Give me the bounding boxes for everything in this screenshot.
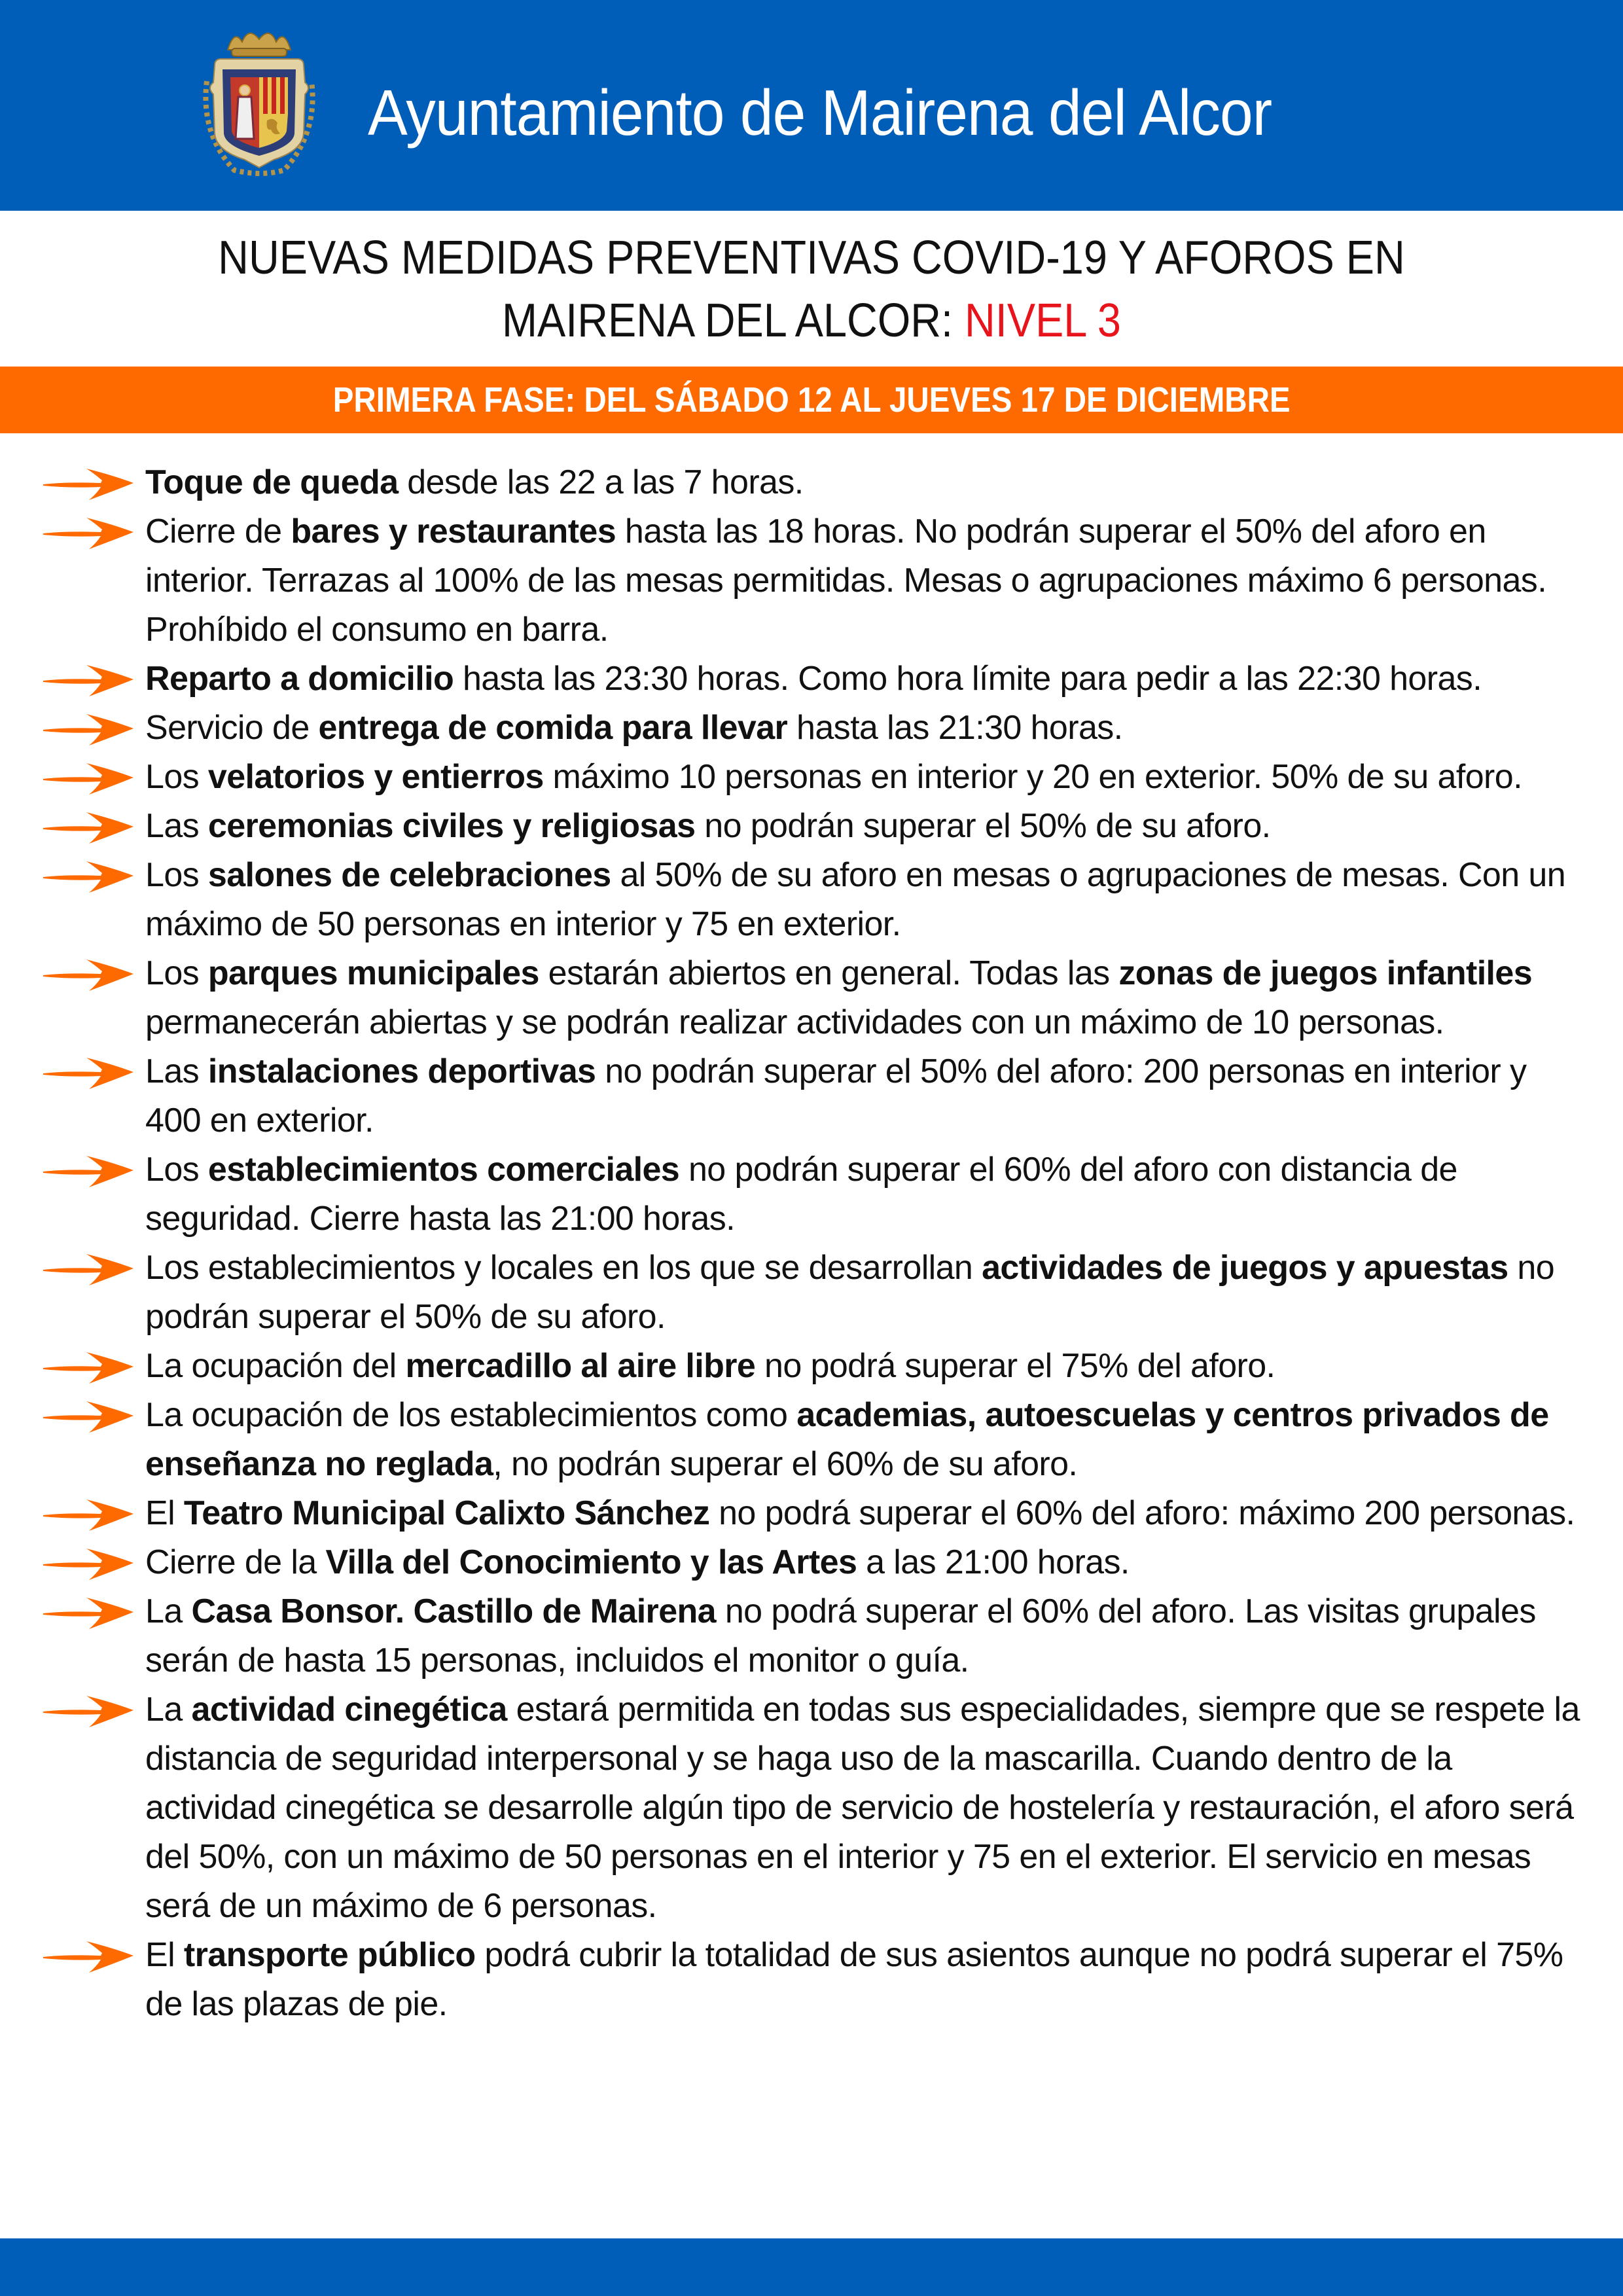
- headline-line-2: [81, 289, 1542, 352]
- arrow-right-icon: [41, 664, 136, 698]
- arrow-right-icon: [41, 1056, 136, 1090]
- list-item: [0, 1685, 1623, 1931]
- arrow-right-icon: [41, 1400, 136, 1434]
- measure-text: Los establecimientos comerciales no podrán superar el 60% del aforo con distancia de seguridad. Cierre hasta las 21:00 horas.: [145, 1151, 1457, 1238]
- measure-text: Cierre de la Villa del Conocimiento y las Artes a las 21:00 horas.: [145, 1543, 1130, 1581]
- arrow-right-icon: [41, 1940, 136, 1974]
- list-item: [0, 802, 1623, 851]
- list-item: [0, 1587, 1623, 1685]
- list-item: [0, 1047, 1623, 1145]
- highlight-term: instalaciones deportivas: [207, 1052, 596, 1090]
- list-item: [0, 1391, 1623, 1489]
- measure-text: La ocupación de los establecimientos como academias, autoescuelas y centros privados de enseñanza no reglada, no podrán superar el 60% de su aforo.: [145, 1396, 1549, 1483]
- measure-text: El transporte público podrá cubrir la totalidad de sus asientos aunque no podrá superar el 75% de las plazas de pie.: [145, 1936, 1563, 2023]
- list-item: [0, 1489, 1623, 1538]
- highlight-term: actividad cinegética: [191, 1691, 507, 1729]
- list-item: [0, 655, 1623, 704]
- list-item: [0, 458, 1623, 507]
- measure-text: Las instalaciones deportivas no podrán superar el 50% del aforo: 200 personas en interior y 400 en exterior.: [145, 1052, 1527, 1139]
- arrow-right-icon: [41, 762, 136, 796]
- list-item: [0, 1244, 1623, 1342]
- footer-band: [0, 2238, 1623, 2296]
- highlight-term: actividades de juegos y apuestas: [982, 1249, 1508, 1287]
- list-item: [0, 1538, 1623, 1587]
- highlight-term: salones de celebraciones: [207, 856, 611, 894]
- measure-text: Los velatorios y entierros máximo 10 personas en interior y 20 en exterior. 50% de su aforo.: [145, 758, 1522, 796]
- highlight-term: Villa del Conocimiento y las Artes: [325, 1543, 857, 1581]
- headline-line-1: NUEVAS MEDIDAS PREVENTIVAS COVID-19 Y AFOROS EN: [218, 232, 1405, 284]
- headline-location: MAIRENA DEL ALCOR:: [502, 295, 965, 347]
- arrow-right-icon: [41, 860, 136, 894]
- header-band: [0, 0, 1623, 211]
- highlight-term: Teatro Municipal Calixto Sánchez: [183, 1494, 710, 1532]
- measure-text: Los establecimientos y locales en los que se desarrollan actividades de juegos y apuestas no podrán superar el 50% de su aforo.: [145, 1249, 1555, 1336]
- highlight-term: transporte público: [183, 1936, 476, 1974]
- page-title: [0, 226, 1623, 352]
- highlight-term: mercadillo al aire libre: [405, 1347, 756, 1385]
- arrow-right-icon: [41, 1596, 136, 1630]
- list-item: [0, 753, 1623, 802]
- highlight-term: zonas de juegos infantiles: [1118, 954, 1533, 992]
- arrow-right-icon: [41, 713, 136, 747]
- organization-title: Ayuntamiento de Mairena del Alcor: [368, 77, 1272, 149]
- measure-text: Reparto a domicilio hasta las 23:30 horas. Como hora límite para pedir a las 22:30 horas.: [145, 660, 1482, 698]
- measure-text: Toque de queda desde las 22 a las 7 horas.: [145, 463, 804, 501]
- arrow-right-icon: [41, 811, 136, 845]
- measure-text: Las ceremonias civiles y religiosas no podrán superar el 50% de su aforo.: [145, 807, 1271, 845]
- arrow-right-icon: [41, 1498, 136, 1532]
- arrow-right-icon: [41, 1695, 136, 1729]
- arrow-right-icon: [41, 516, 136, 550]
- list-item: [0, 851, 1623, 949]
- measure-text: Servicio de entrega de comida para llevar hasta las 21:30 horas.: [145, 709, 1123, 747]
- list-item: [0, 1342, 1623, 1391]
- measure-text: El Teatro Municipal Calixto Sánchez no podrá superar el 60% del aforo: máximo 200 personas.: [145, 1494, 1575, 1532]
- highlight-term: Reparto a domicilio: [145, 660, 454, 698]
- phase-banner-text: PRIMERA FASE: DEL SÁBADO 12 AL JUEVES 17 DE DICIEMBRE: [332, 380, 1291, 420]
- arrow-right-icon: [41, 1351, 136, 1385]
- list-item: [0, 1931, 1623, 2029]
- list-item: [0, 1145, 1623, 1244]
- highlight-term: Toque de queda: [145, 463, 399, 501]
- coat-of-arms-icon: [195, 22, 323, 182]
- measure-text: Cierre de bares y restaurantes hasta las 18 horas. No podrán superar el 50% del aforo en interior. Terrazas al 100% de las mesas permitidas. Mesas o agrupaciones máximo 6 personas. Prohíbido el consumo en barra.: [145, 512, 1547, 649]
- measure-text: Los salones de celebraciones al 50% de su aforo en mesas o agrupaciones de mesas. Con un máximo de 50 personas en interior y 75 en exterior.: [145, 856, 1566, 943]
- list-item: [0, 949, 1623, 1047]
- highlight-term: Casa Bonsor. Castillo de Mairena: [191, 1592, 717, 1630]
- highlight-term: entrega de comida para llevar: [318, 709, 788, 747]
- list-item: [0, 507, 1623, 655]
- measure-text: La ocupación del mercadillo al aire libre no podrá superar el 75% del aforo.: [145, 1347, 1275, 1385]
- arrow-right-icon: [41, 467, 136, 501]
- measure-text: La Casa Bonsor. Castillo de Mairena no podrá superar el 60% del aforo. Las visitas grupales serán de hasta 15 personas, incluidos el monitor o guía.: [145, 1592, 1536, 1679]
- measure-text: Los parques municipales estarán abiertos en general. Todas las zonas de juegos infantiles permanecerán abiertas y se podrán realizar actividades con un máximo de 10 personas.: [145, 954, 1533, 1041]
- highlight-term: academias, autoescuelas y centros privados de enseñanza no reglada: [145, 1396, 1549, 1483]
- measures-list: [0, 458, 1623, 2029]
- arrow-right-icon: [41, 1547, 136, 1581]
- highlight-term: bares y restaurantes: [291, 512, 616, 550]
- alert-level-badge: NIVEL 3: [965, 295, 1121, 347]
- highlight-term: establecimientos comerciales: [207, 1151, 680, 1189]
- list-item: [0, 704, 1623, 753]
- highlight-term: parques municipales: [207, 954, 539, 992]
- arrow-right-icon: [41, 958, 136, 992]
- measure-text: La actividad cinegética estará permitida en todas sus especialidades, siempre que se respete la distancia de seguridad interpersonal y se haga uso de la mascarilla. Cuando dentro de la actividad cinegética se desarrolle algún tipo de servicio de hostelería y restauración, el aforo será del 50%, con un máximo de 50 personas en el interior y 75 en el exterior. El servicio en mesas será de un máximo de 6 personas.: [145, 1691, 1580, 1925]
- highlight-term: velatorios y entierros: [207, 758, 544, 796]
- arrow-right-icon: [41, 1253, 136, 1287]
- arrow-right-icon: [41, 1155, 136, 1189]
- phase-banner: [0, 367, 1623, 433]
- highlight-term: ceremonias civiles y religiosas: [207, 807, 696, 845]
